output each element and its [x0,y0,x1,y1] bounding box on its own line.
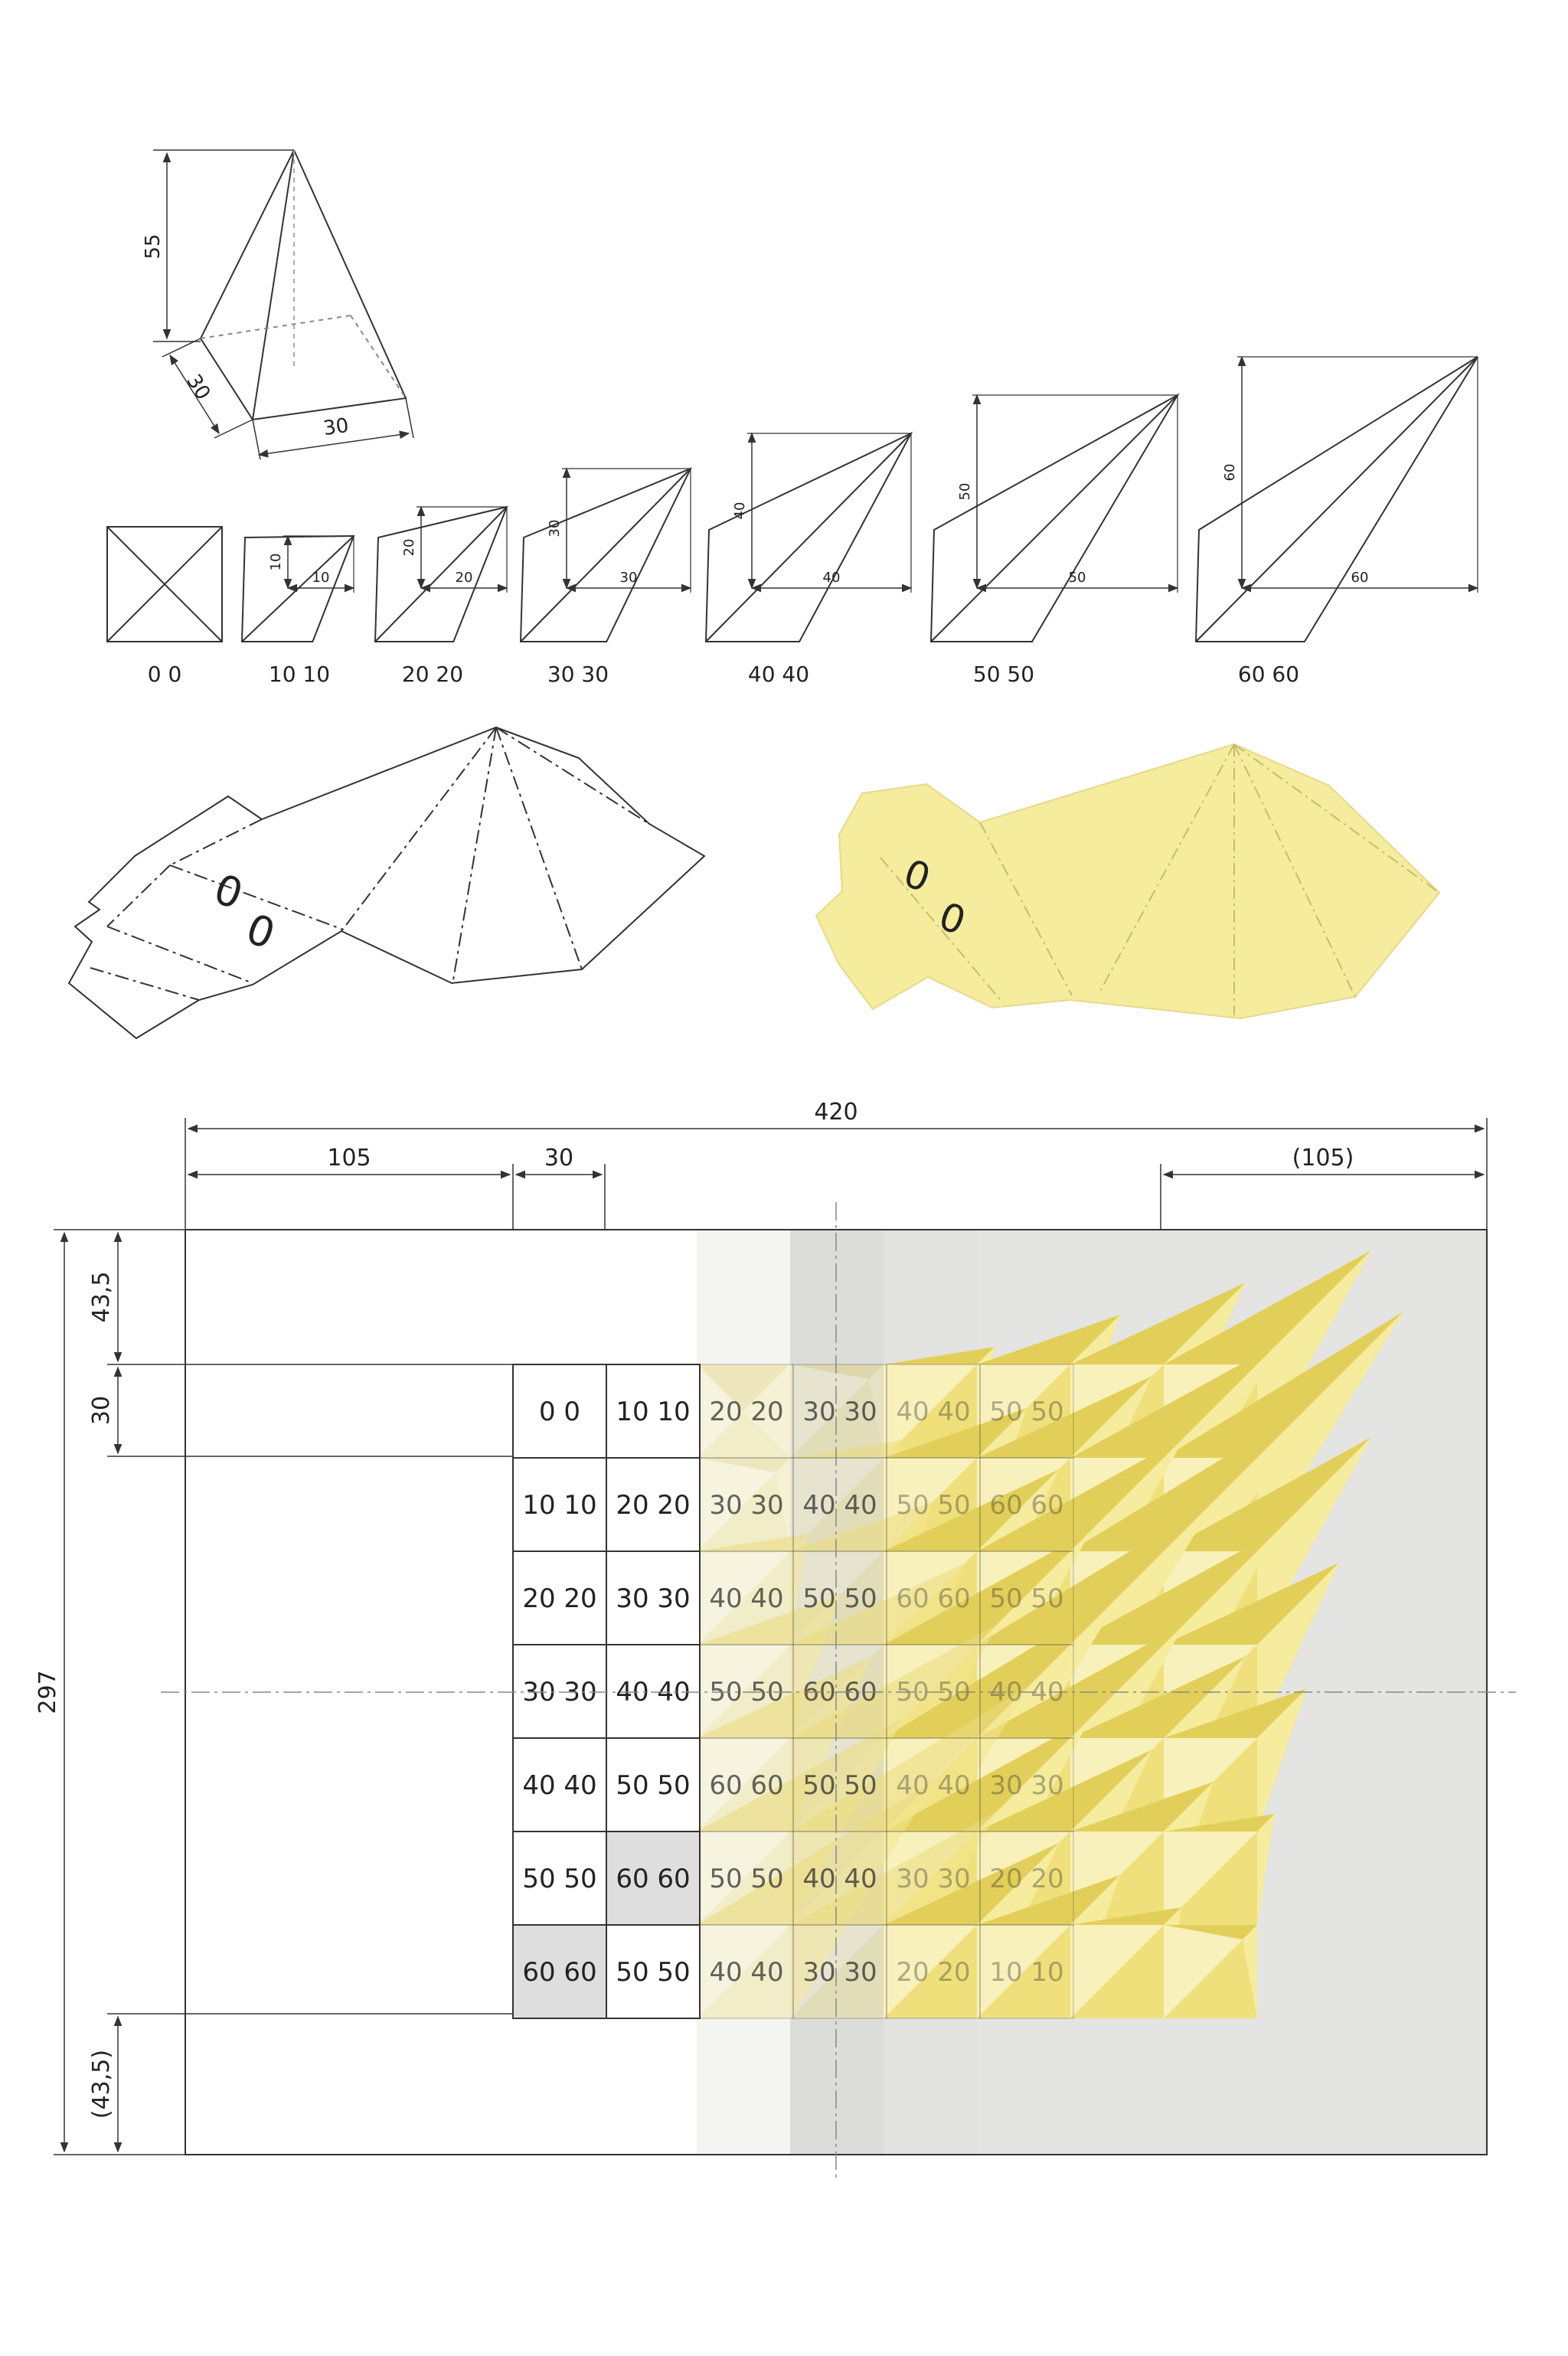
grid-cell-label: 20 20 [989,1864,1064,1894]
variant-5 [931,395,1178,642]
variant-label: 20 20 [401,662,464,687]
variant-offset-h: 10 [312,570,330,586]
grid-cell-label: 10 10 [989,1957,1064,1988]
grid-cell-label: 50 50 [989,1583,1064,1614]
grid-cell-label: 60 60 [989,1490,1064,1521]
variant-label: 30 30 [547,662,609,687]
variant-offset-h: 40 [822,570,841,586]
grid-cell-label: 30 30 [896,1864,971,1894]
net-label-1: 0 [240,904,282,959]
pyramid-hidden-base-edge-2 [351,315,406,398]
variant-edge [375,507,507,642]
net-photo-label-1: 0 [933,894,972,944]
variant-offset-v: 40 [732,502,748,520]
variant-4 [706,433,911,642]
grid-cell-label: 50 50 [616,1770,691,1801]
variant-offset-h: 50 [1068,570,1086,586]
net-fold-lines [90,727,649,1000]
pyramid-variants-row [107,357,1478,687]
variant-0 [107,527,222,642]
grid-cell-label: 20 20 [709,1397,784,1427]
grid-cell-label: 40 40 [989,1677,1064,1707]
variant-offset-v: 30 [547,519,563,538]
grid-cell-label: 40 40 [709,1583,784,1614]
variant-2 [375,507,507,642]
grid-cell-label: 50 50 [989,1397,1064,1427]
dim-cell-label: 30 [544,1145,574,1171]
variant-label: 0 0 [147,662,182,687]
variant-edge [1196,357,1478,642]
dim-ext-line [214,420,253,438]
variant-edge [706,433,911,642]
grid-cell-label: 20 20 [896,1957,971,1988]
grid-cell-label: 0 0 [538,1397,581,1427]
net-drawing [69,727,704,1038]
variant-label: 10 10 [268,662,331,687]
grid-cell-label: 30 30 [802,1957,877,1988]
grid-cell-label: 50 50 [896,1490,971,1521]
grid-cell-label: 20 20 [616,1490,691,1521]
dim-row-label: 30 [88,1395,115,1426]
grid-cell-label: 40 40 [616,1677,691,1707]
variant-offset-v: 10 [268,553,284,571]
grid-cell-label: 10 10 [522,1490,597,1521]
grid-cell-label: 30 30 [522,1677,597,1707]
grid-cell-label: 30 30 [989,1770,1064,1801]
variant-3 [521,469,691,642]
dim-top-margin-label: 43,5 [88,1271,115,1323]
variant-label: 60 60 [1237,662,1300,687]
variant-offset-v: 60 [1222,463,1238,482]
variant-offset-h: 20 [455,570,473,586]
grid-cell-label: 30 30 [802,1397,877,1427]
grid-cell-label: 60 60 [896,1583,971,1614]
net-photo-label-0: 0 [897,851,936,901]
grid-cell-label: 50 50 [802,1583,877,1614]
grid-cell-label: 50 50 [616,1957,691,1988]
grid-cell-label: 50 50 [802,1770,877,1801]
grid-cell-label: 40 40 [896,1770,971,1801]
pyramid-hidden-base-edge [201,315,351,338]
dim-ext-line [253,420,260,459]
variant-offset-v: 20 [401,538,417,557]
pyramid-3d-drawing [153,150,413,459]
variant-offset-h: 60 [1351,570,1369,586]
grid-cell-label: 40 40 [802,1864,877,1894]
grid-cell-label: 40 40 [709,1957,784,1988]
variant-edge [242,536,354,642]
grid-cell-label: 60 60 [616,1864,691,1894]
grid-cell-label: 50 50 [522,1864,597,1894]
grid-cell-label: 10 10 [616,1397,691,1427]
variant-6 [1196,357,1478,642]
grid-cell-label: 20 20 [522,1583,597,1614]
grid-cell-label: 40 40 [802,1490,877,1521]
dim-sheet-height-label: 297 [34,1670,61,1714]
dim-bottom-margin-label: (43,5) [88,2049,115,2119]
grid-cell-label: 30 30 [616,1583,691,1614]
grid-cell-label: 40 40 [522,1770,597,1801]
dim-left-margin-label: 105 [327,1145,371,1171]
grid-cell-label: 50 50 [709,1677,784,1707]
grid-cell-label: 50 50 [896,1677,971,1707]
variant-edge [521,469,691,642]
grid-cell-label: 50 50 [709,1864,784,1894]
pyramid-width-label: 30 [322,413,351,441]
variant-label: 40 40 [747,662,810,687]
variant-offset-h: 30 [619,570,638,586]
variant-label: 50 50 [972,662,1035,687]
dim-ext-line [406,398,413,438]
variant-offset-v: 50 [957,482,973,501]
dim-sheet-width-label: 420 [814,1099,858,1126]
grid-cell-label: 60 60 [522,1957,597,1988]
sheet-layout [34,1099,1516,2182]
grid-cell-label: 60 60 [802,1677,877,1707]
grid-cell-label: 30 30 [709,1490,784,1521]
pyramid-depth-label: 30 [181,370,215,404]
pyramid-height-label: 55 [142,234,165,260]
pyramid-outline [201,150,406,420]
variant-1 [242,536,354,642]
grid-cell-label: 60 60 [709,1770,784,1801]
grid-cell-label: 40 40 [896,1397,971,1427]
dim-right-margin-label: (105) [1292,1145,1354,1171]
net-outline [69,727,704,1038]
net-label-0: 0 [207,864,250,920]
